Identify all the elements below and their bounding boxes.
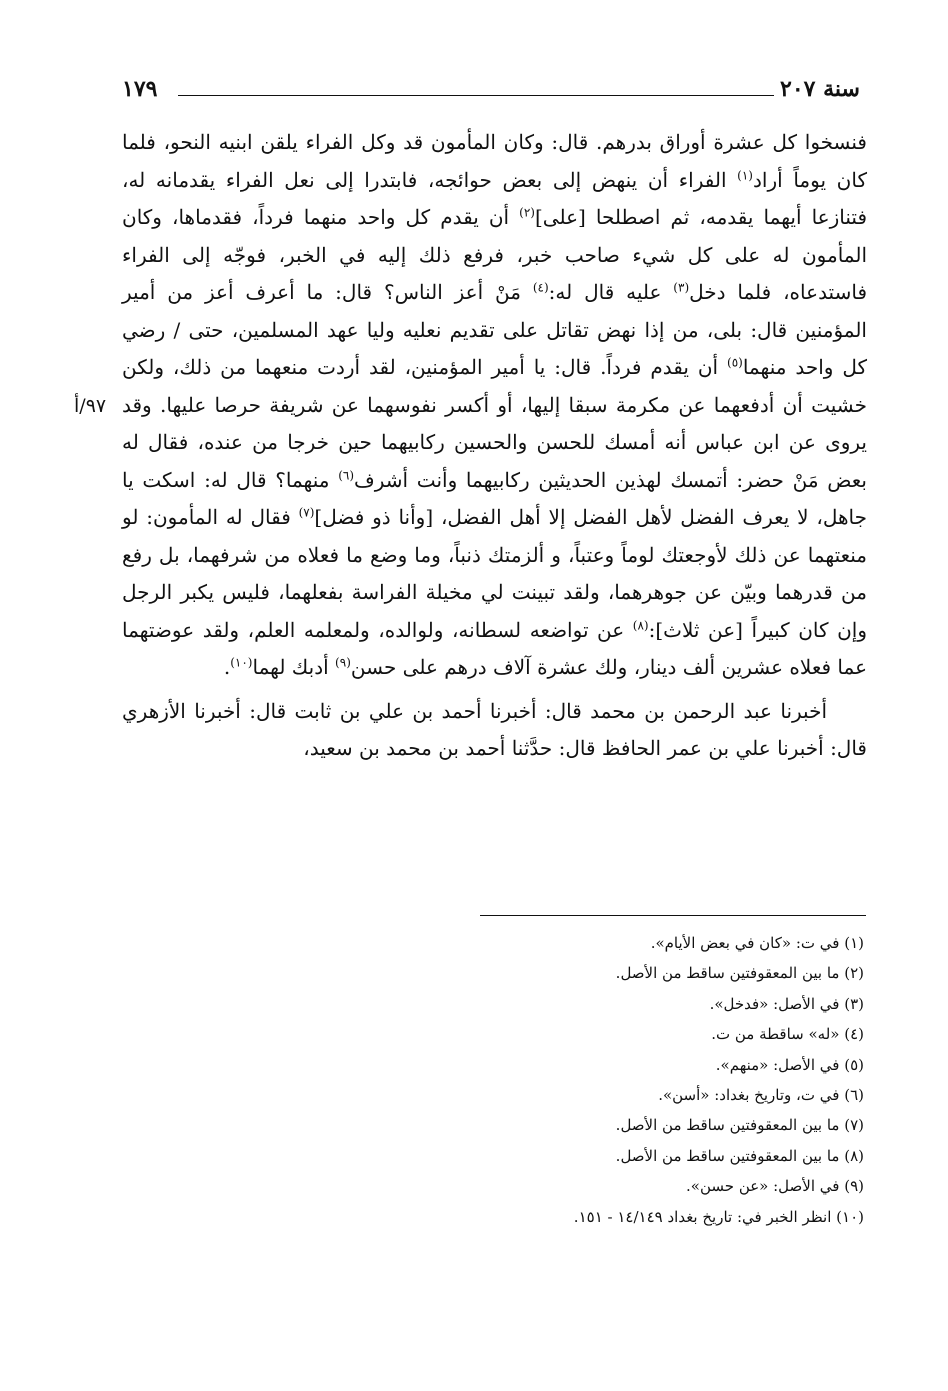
margin-folio-note: ٩٧/أ xyxy=(74,395,107,417)
footnote-marker: (٤) xyxy=(532,280,549,295)
text-run: . xyxy=(223,655,231,679)
main-text xyxy=(122,124,867,768)
footnote-marker: (٣) xyxy=(673,280,690,295)
footnote-item: (٢) ما بين المعقوفتين ساقط من الأصل. xyxy=(615,964,864,983)
text-run: الفراء أن ينهض إلى بعض حوائجه، فابتدرا إلى نعل الفراء يقدمانه له، فتنازعا أيهما يقدمه، ثم اصطلحا [على] xyxy=(122,167,868,229)
paragraph-1 xyxy=(122,124,867,687)
text-run: أن يقدم فرداً. قال: يا أمير المؤمنين، لقد أردت منعهما من ذلك، ولكن خشيت أن أدفعهما عن مكرمة سبقا إليها، أو أكسر نفوسهما عن شريفة حرصا عليها. وقد يروى عن ابن عباس أنه أمسك للحسن والحسين ركابيهما حين خرجا من عنده، فقال له بعض مَنْ حضر: أتمسك لهذين الحديثين ركابيهما وأنت أشرف xyxy=(122,355,867,492)
text-run: فنسخوا كل عشرة أوراق بدرهم. قال: وكان المأمون قد وكل الفراء يلقن ابنيه النحو، فلما كان يوماً أراد xyxy=(122,130,867,192)
paragraph-2: أخبرنا عبد الرحمن بن محمد قال: أخبرنا أحمد بن علي بن ثابت قال: أخبرنا الأزهري قال: أخبرنا علي بن عمر الحافظ قال: حدَّثنا أحمد بن محمد بن سعيد، xyxy=(122,698,867,760)
footnote-item: (٩) في الأصل: «عن حسن». xyxy=(686,1177,864,1196)
footnote-item: (٨) ما بين المعقوفتين ساقط من الأصل. xyxy=(615,1146,864,1165)
footnote-item: (٥) في الأصل: «منهم». xyxy=(715,1055,864,1074)
footnote-separator xyxy=(480,915,866,916)
text-run: منهما؟ قال له: اسكت يا جاهل، لا يعرف الفضل لأهل الفضل إلا أهل الفضل، [وأنا ذو فضل] xyxy=(122,467,867,529)
footnote-item: (١) في ت: «كان في بعض الأيام». xyxy=(650,934,864,952)
footnote-item: (١٠) انظر الخبر في: تاريخ بغداد ١٤/١٤٩ - ١٥١. xyxy=(573,1207,864,1226)
text-run: أن يقدم كل واحد منهما فرداً، فقدماها، وكان المأمون له على كل شيء صاحب خبر، فرفع ذلك إليه في الخبر، فوجّه إلى الفراء فاستدعاه، فلما دخل xyxy=(122,205,868,304)
text-run: عن تواضعه لسطانه، ولوالده، ولمعلمه العلم، ولقد عوضتهما عما فعلاه عشرين ألف دينار، ولك عشرة آلاف درهم على حسن xyxy=(122,617,867,679)
footnote-marker: (٨) xyxy=(632,617,649,632)
text-run: عليه قال له: xyxy=(548,280,674,304)
footnote-marker: (١٠) xyxy=(230,655,253,670)
footnote-item: (٤) «له» ساقطة من ت. xyxy=(711,1025,864,1044)
footnote-item: (٧) ما بين المعقوفتين ساقط من الأصل. xyxy=(615,1116,864,1135)
footnote-marker: (٢) xyxy=(519,205,535,220)
footnotes-list xyxy=(214,928,864,1232)
text-run: أدبك لهما xyxy=(252,655,336,679)
footnote-marker: (٧) xyxy=(298,505,315,520)
page-number: ١٧٩ xyxy=(122,76,158,102)
footnote-marker: (٥) xyxy=(727,355,743,370)
text-run: مَنْ أعز الناس؟ قال: ما أعرف أعز من أمير المؤمنين قال: بلى، من إذا نهض تقاتل على تقديم نعليه وليا عهد المسلمين، حتى / رضي كل واحد منهما xyxy=(122,280,867,379)
text-run: فقال له المأمون: لو منعتهما عن ذلك لأوجعتك لوماً وعتباً، و ألزمتك ذنباً، وما وضع ما فعلاه من شرفهما، بل رفع من قدرهما وبيّن عن جوهرهما، ولقد تبينت لي مخيلة الفراسة بفعلهما، فليس يكبر الرجل وإن كان كبيراً [عن ثلاث]: xyxy=(122,505,867,642)
footnote-marker: (٩) xyxy=(335,655,351,670)
header-year: سنة ٢٠٧ xyxy=(780,76,860,102)
header-rule xyxy=(178,95,774,96)
footnote-item: (٦) في ت، وتاريخ بغداد: «أسن». xyxy=(658,1086,864,1105)
footnote-item: (٣) في الأصل: «فدخل». xyxy=(709,994,864,1013)
footnote-marker: (١) xyxy=(737,167,753,182)
running-header xyxy=(122,76,860,110)
footnote-marker: (٦) xyxy=(338,467,355,482)
